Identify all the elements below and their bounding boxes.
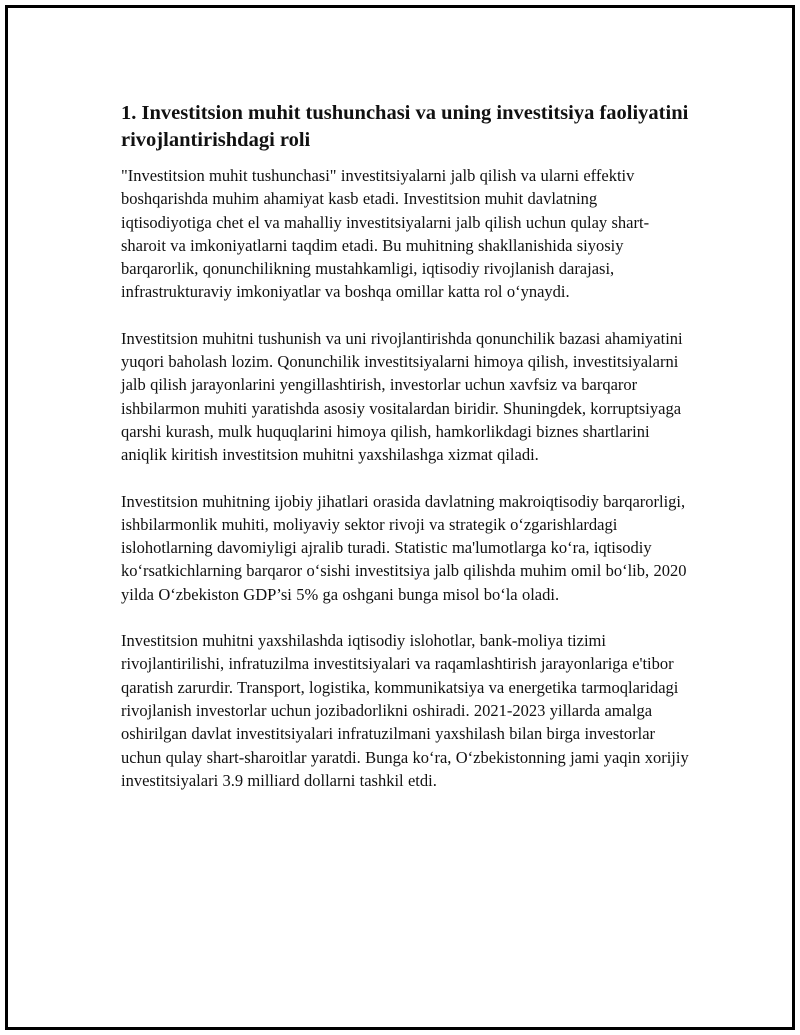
section-title: 1. Investitsion muhit tushunchasi va uning investitsiya faoliyatini rivojlantirishdagi roli [121,102,689,151]
paragraph-3: Investitsion muhitning ijobiy jihatlari orasida davlatning makroiqtisodiy barqarorligi, ishbilarmonlik muhiti, moliyaviy sektor rivoji va strategik oʻzgarishlardagi islohotlarning davomiyligi ajralib turadi. Statistic ma'lumotlarga koʻra, iqtisodiy koʻrsatkichlarning barqaror oʻsishi investitsiya jalb qilishda muhim omil boʻlib, 2020 yilda Oʻzbekiston GDP’si 5% ga oshgani bunga misol boʻla oladi. [121,491,687,604]
paragraph-4: Investitsion muhitni yaxshilashda iqtisodiy islohotlar, bank-moliya tizimi rivojlantirilishi, infratuzilma investitsiyalari va raqamlashtirish jarayonlariga e'tibor qaratish zarurdir. Transport, logistika, kommunikatsiya va energetika tarmoqlaridagi rivojlanish investorlar uchun jozibadorlikni oshiradi. 2021-2023 yillarda amalga oshirilgan davlat investitsiyalari infratuzilmani yaxshilash bilan birga investorlar uchun qulay shart-sharoitlar yaratdi. Bunga koʻra, Oʻzbekistonning jami yaqin xorijiy investitsiyalari 3.9 milliard dollarni tashkil etdi. [121,631,689,790]
paragraph-2: Investitsion muhitni tushunish va uni rivojlantirishda qonunchilik bazasi ahamiyatini yuqori baholash lozim. Qonunchilik investitsiyalarni himoya qilish, investitsiyalarni jalb qilish jarayonlarini yengillashtirish, investorlar uchun xavfsiz va barqaror ishbilarmon muhiti yaratishda asosiy vositalardan biridir. Shuningdek, korruptsiyaga qarshi kurash, mulk huquqlarini himoya qilish, hamkorlikdagi biznes shartlarini aniqlik kiritish investitsion muhitni yaxshilashga xizmat qiladi. [121,328,683,465]
document-body [121,100,691,815]
page-frame [5,5,795,1030]
paragraph-1: "Investitsion muhit tushunchasi" investitsiyalarni jalb qilish va ularni effektiv boshqarishda muhim ahamiyat kasb etadi. Investitsion muhit davlatning iqtisodiyotiga chet el va mahalliy investitsiyalarni jalb qilish uchun qulay shart-sharoit va imkoniyatlarni taqdim etadi. Bu muhitning shakllanishida siyosiy barqarorlik, qonunchilikning mustahkamligi, iqtisodiy rivojlanish darajasi, infrastrukturaviy imkoniyatlar va boshqa omillar katta rol oʻynaydi. [121,166,650,302]
